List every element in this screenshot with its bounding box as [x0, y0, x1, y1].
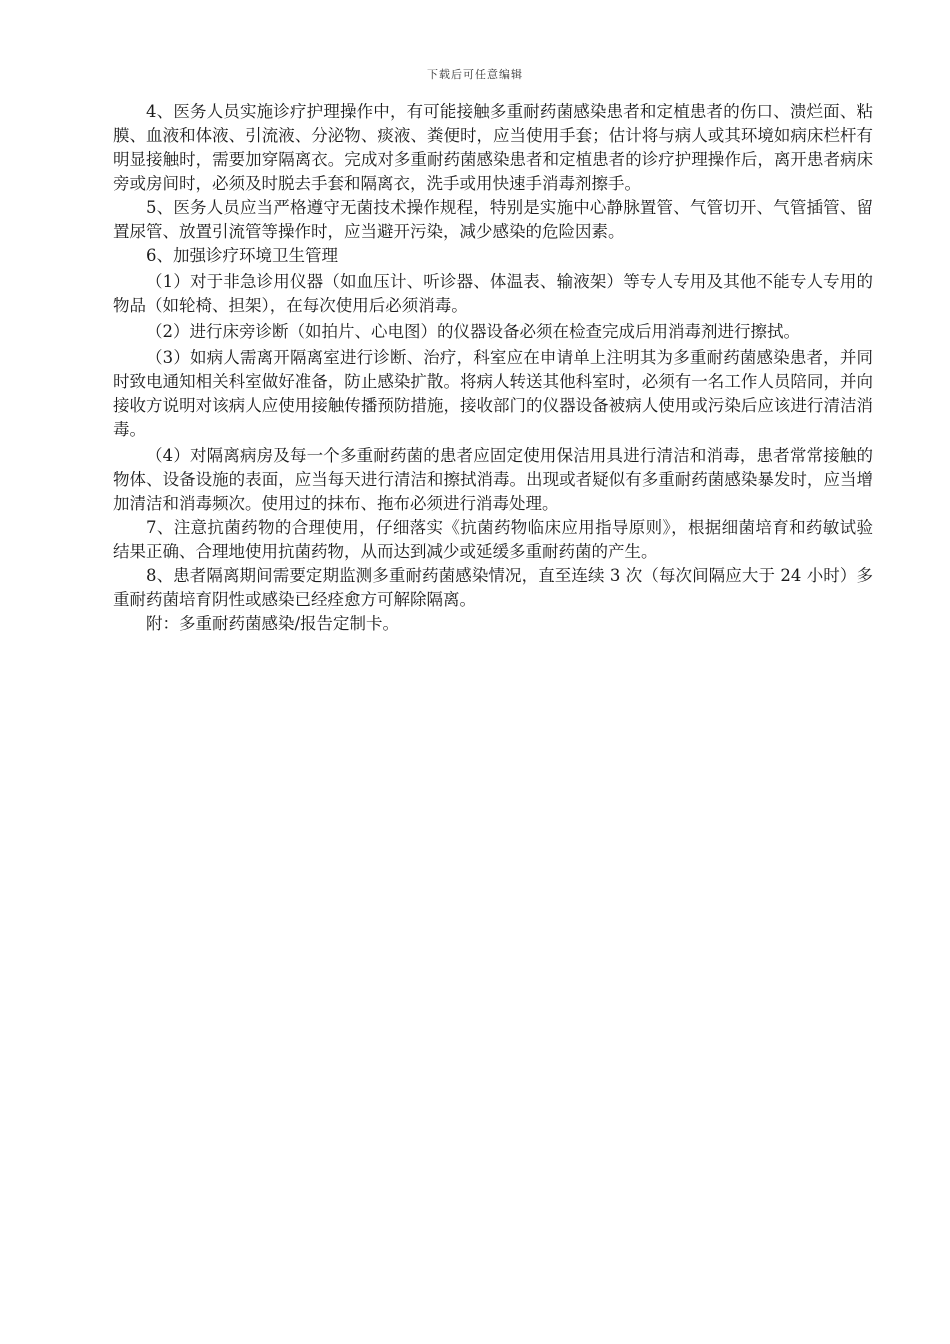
page-header: 下载后可任意编辑 [427, 68, 523, 81]
attachment-note: 附：多重耐药菌感染/报告定制卡。 [146, 614, 400, 633]
sub-item-2: （2）进行床旁诊断（如拍片、心电图）的仪器设备必须在检查完成后用消毒剂进行擦拭。 [146, 322, 800, 341]
section-heading-6: 6、加强诊疗环境卫生管理 [146, 246, 338, 265]
sub-item-4: （4）对隔离病房及每一个多重耐药菌的患者应固定使用保洁用具进行清洁和消毒，患者常常接触的物体、设备设施的表面，应当每天进行清洁和擦拭消毒。出现或者疑似有多重耐药菌感染暴发时，应当增加清洁和消毒频次。使用过的抹布、拖布必须进行消毒处理。 [113, 446, 873, 513]
paragraph-item-7: 7、注意抗菌药物的合理使用，仔细落实《抗菌药物临床应用指导原则》，根据细菌培育和药敏试验结果正确、合理地使用抗菌药物，从而达到减少或延缓多重耐药菌的产生。 [113, 518, 873, 561]
sub-item-3: （3）如病人需离开隔离室进行诊断、治疗，科室应在申请单上注明其为多重耐药菌感染患者，并同时致电通知相关科室做好准备，防止感染扩散。将病人转送其他科室时，必须有一名工作人员陪同，并向接收方说明对该病人应使用接触传播预防措施，接收部门的仪器设备被病人使用或污染后应该进行清洁消毒。 [113, 348, 873, 439]
paragraph-item-4: 4、医务人员实施诊疗护理操作中，有可能接触多重耐药菌感染患者和定植患者的伤口、溃烂面、粘膜、血液和体液、引流液、分泌物、痰液、粪便时，应当使用手套；估计将与病人或其环境如病床栏杆有明显接触时，需要加穿隔离衣。完成对多重耐药菌感染患者和定植患者的诊疗护理操作后，离开患者病床旁或房间时，必须及时脱去手套和隔离衣，洗手或用快速手消毒剂擦手。 [113, 102, 873, 193]
paragraph-item-8: 8、患者隔离期间需要定期监测多重耐药菌感染情况，直至连续 3 次（每次间隔应大于 24 小时）多重耐药菌培育阴性或感染已经痊愈方可解除隔离。 [113, 566, 873, 609]
sub-item-1: （1）对于非急诊用仪器（如血压计、听诊器、体温表、输液架）等专人专用及其他不能专人专用的物品（如轮椅、担架），在每次使用后必须消毒。 [113, 272, 873, 315]
paragraph-item-5: 5、医务人员应当严格遵守无菌技术操作规程，特别是实施中心静脉置管、气管切开、气管插管、留置尿管、放置引流管等操作时，应当避开污染，减少感染的危险因素。 [113, 198, 873, 241]
document-body [113, 100, 873, 636]
